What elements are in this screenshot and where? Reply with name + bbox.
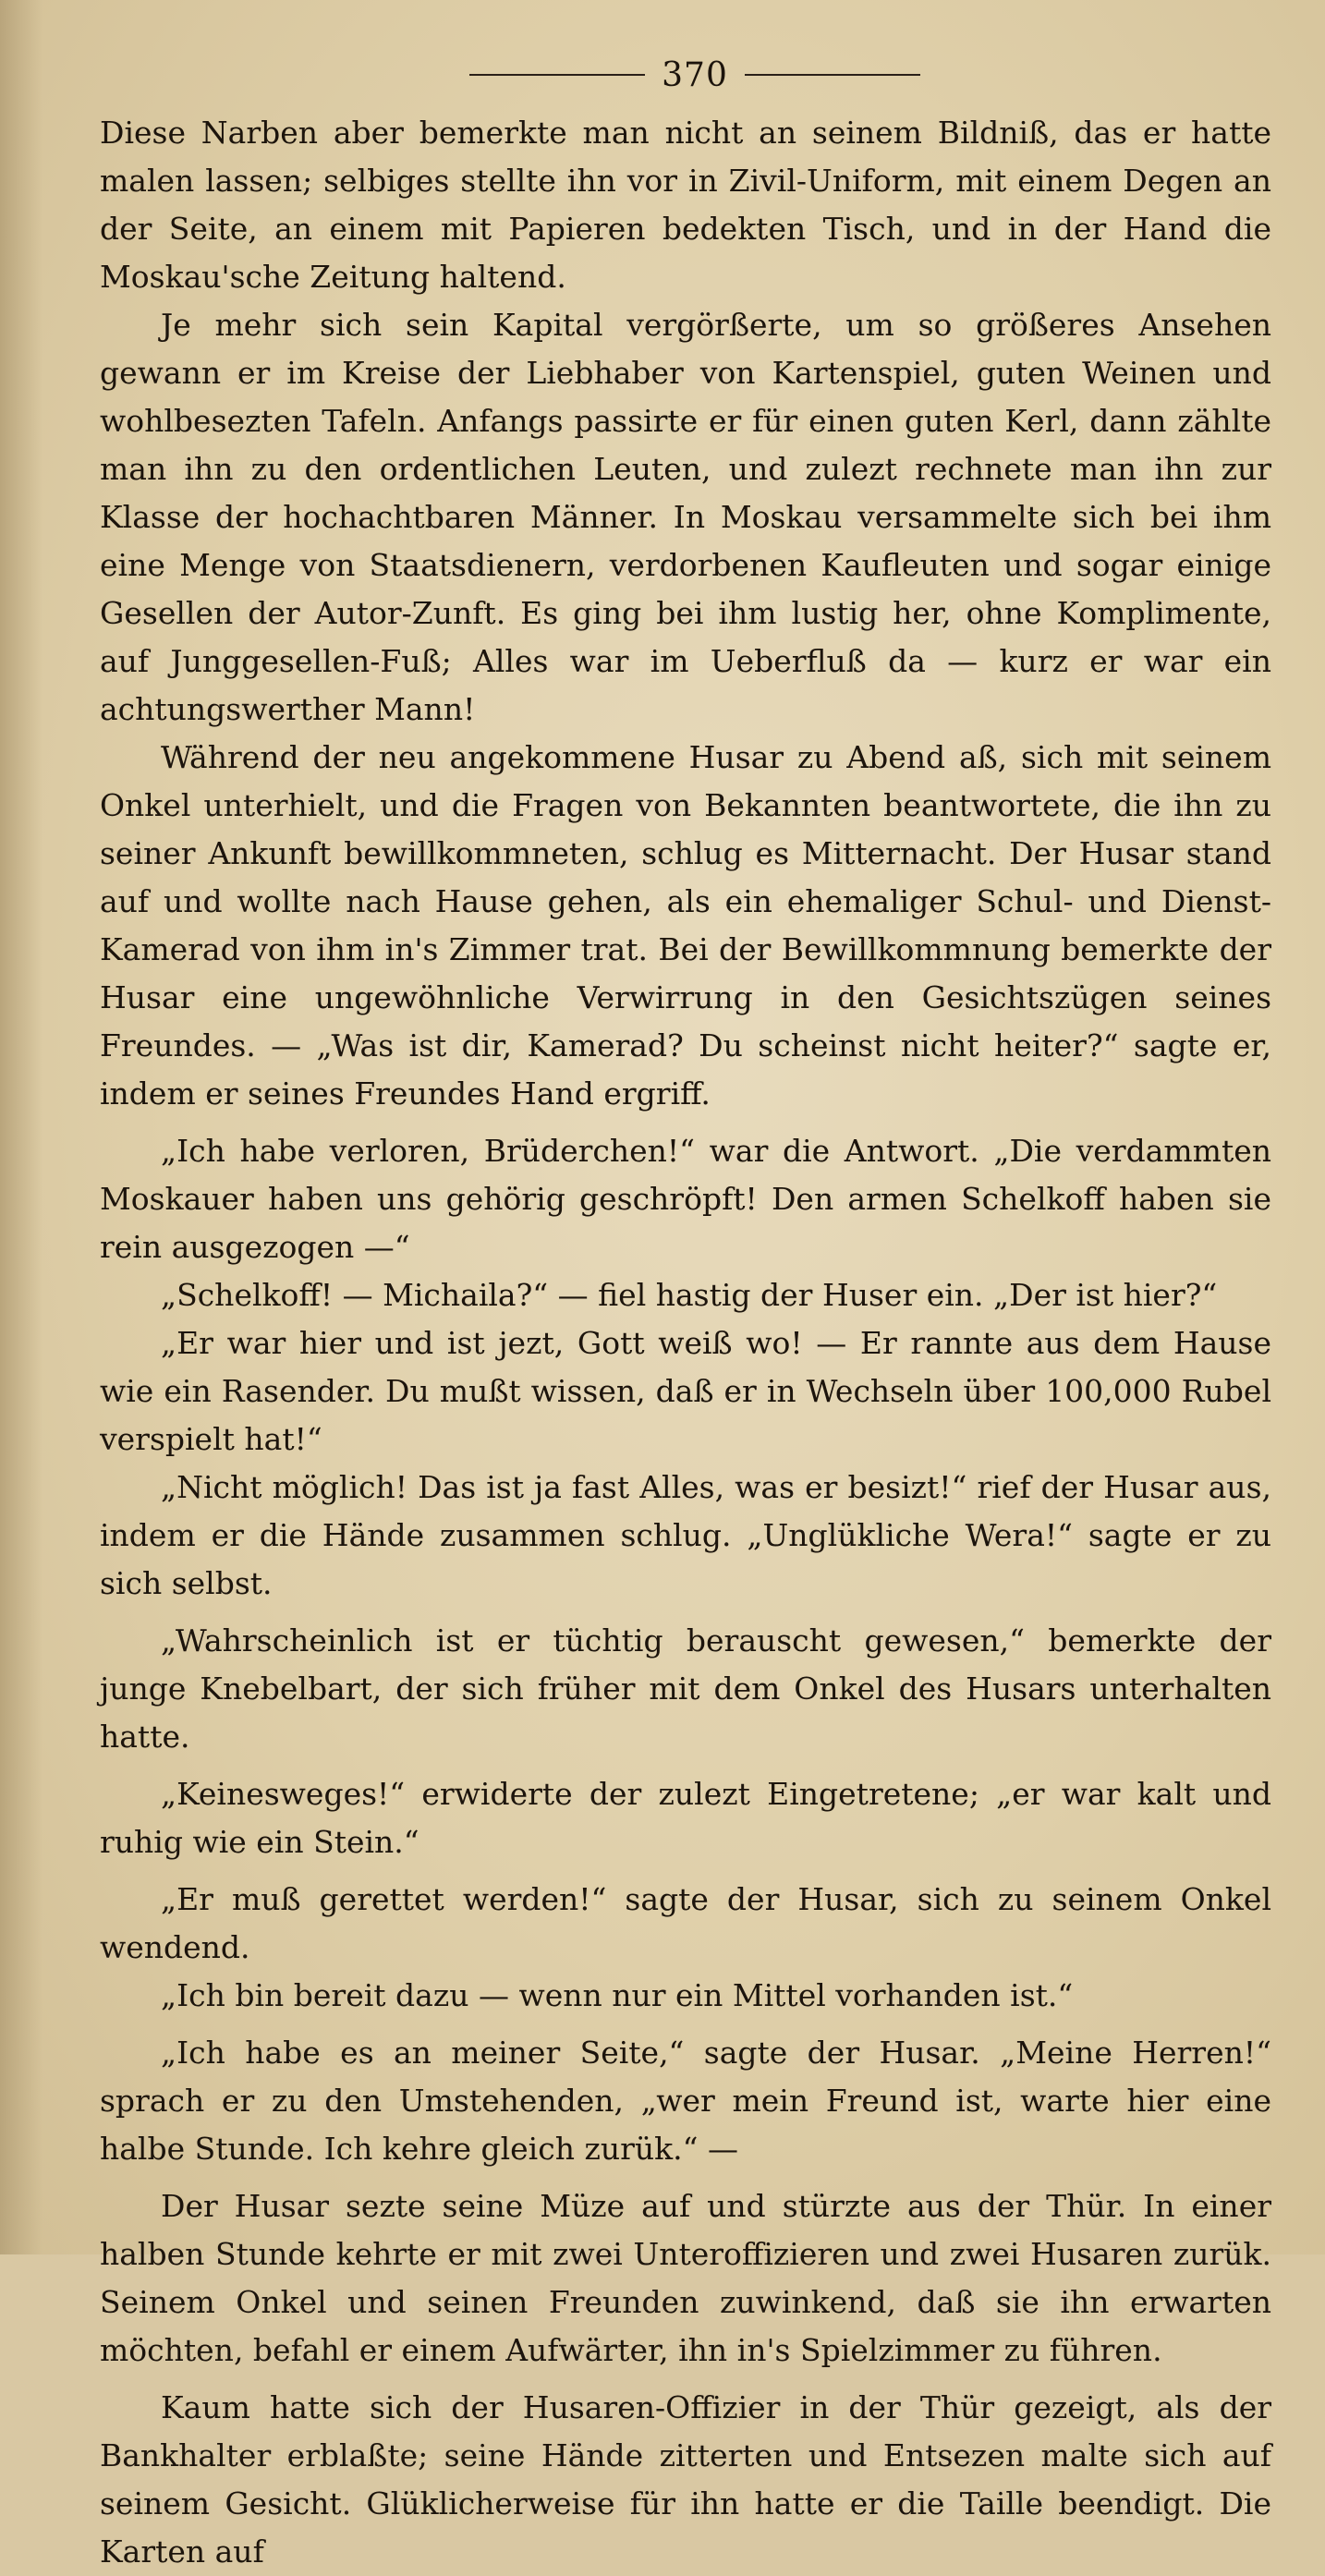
header-rule-right	[745, 74, 920, 76]
paragraph: „Ich habe verloren, Brüderchen!“ war die Antwort. „Die verdammten Moskauer haben uns gehörig geschröpft! Den armen Schelkoff haben sie rein ausgezogen —“	[100, 1133, 1271, 1265]
body-text	[100, 109, 1271, 2576]
paragraph: Je mehr sich sein Kapital vergörßerte, um so größeres Ansehen gewann er im Kreise der Liebhaber von Kartenspiel, guten Weinen und wohlbesezten Tafeln. Anfangs passirte er für einen guten Kerl, dann zählte man ihn zu den ordentlichen Leuten, und zulezt rechnete man ihn zur Klasse der hochachtbaren Männer. In Moskau versammelte sich bei ihm eine Menge von Staatsdienern, verdorbenen Kaufleuten und sogar einige Gesellen der Autor-Zunft. Es ging bei ihm lustig her, ohne Komplimente, auf Junggesellen-Fuß; Alles war im Ueberfluß da — kurz er war ein achtungswerther Mann!	[100, 307, 1271, 727]
paragraph: Diese Narben aber bemerkte man nicht an seinem Bildniß, das er hatte malen lassen; selbiges stellte ihn vor in Zivil-Uniform, mit einem Degen an der Seite, an einem mit Papieren bedekten Tisch, und in der Hand die Moskau'sche Zeitung haltend.	[100, 115, 1271, 295]
paragraph: „Er muß gerettet werden!“ sagte der Husar, sich zu seinem Onkel wendend.	[100, 1881, 1271, 1965]
page-header	[100, 54, 1271, 96]
paragraph: Während der neu angekommene Husar zu Abend aß, sich mit seinem Onkel unterhielt, und die Fragen von Bekannten beantwortete, die ihn zu seiner Ankunft bewillkommneten, schlug es Mitternacht. Der Husar stand auf und wollte nach Hause gehen, als ein ehemaliger Schul- und Dienst-Kamerad von ihm in's Zimmer trat. Bei der Bewillkommnung bemerkte der Husar eine ungewöhnliche Verwirrung in den Gesichtszügen seines Freundes. — „Was ist dir, Kamerad? Du scheinst nicht heiter?“ sagte er, indem er seines Freundes Hand ergriff.	[100, 739, 1271, 1112]
paragraph: „Ich bin bereit dazu — wenn nur ein Mittel vorhanden ist.“	[161, 1977, 1074, 2013]
header-rule-left	[469, 74, 645, 76]
paragraph: „Wahrscheinlich ist er tüchtig berauscht gewesen,“ bemerkte der junge Knebelbart, der sich früher mit dem Onkel des Husars unterhalten hatte.	[100, 1622, 1271, 1755]
paragraph: „Er war hier und ist jezt, Gott weiß wo! — Er rannte aus dem Hause wie ein Rasender. Du mußt wissen, daß er in Wechseln über 100,000 Rubel verspielt hat!“	[100, 1325, 1271, 1457]
paragraph: „Keinesweges!“ erwiderte der zulezt Eingetretene; „er war kalt und ruhig wie ein Stein.“	[100, 1776, 1271, 1860]
paragraph: „Ich habe es an meiner Seite,“ sagte der Husar. „Meine Herren!“ sprach er zu den Umstehenden, „wer mein Freund ist, warte hier eine halbe Stunde. Ich kehre gleich zurük.“ —	[100, 2035, 1271, 2167]
paragraph: „Nicht möglich! Das ist ja fast Alles, was er besizt!“ rief der Husar aus, indem er die Hände zusammen schlug. „Unglükliche Wera!“ sagte er zu sich selbst.	[100, 1469, 1271, 1601]
paragraph: „Schelkoff! — Michaila?“ — fiel hastig der Huser ein. „Der ist hier?“	[161, 1277, 1218, 1313]
paragraph: Kaum hatte sich der Husaren-Offizier in der Thür gezeigt, als der Bankhalter erblaßte; seine Hände zitterten und Entsezen malte sich auf seinem Gesicht. Glüklicherweise für ihn hatte er die Taille beendigt. Die Karten auf	[100, 2389, 1271, 2570]
paragraph: Der Husar sezte seine Müze auf und stürzte aus der Thür. In einer halben Stunde kehrte er mit zwei Unteroffizieren und zwei Husaren zurük. Seinem Onkel und seinen Freunden zuwinkend, daß sie ihn erwarten möchten, befahl er einem Aufwärter, ihn in's Spielzimmer zu führen.	[100, 2188, 1271, 2368]
page-number: 370	[662, 55, 728, 94]
